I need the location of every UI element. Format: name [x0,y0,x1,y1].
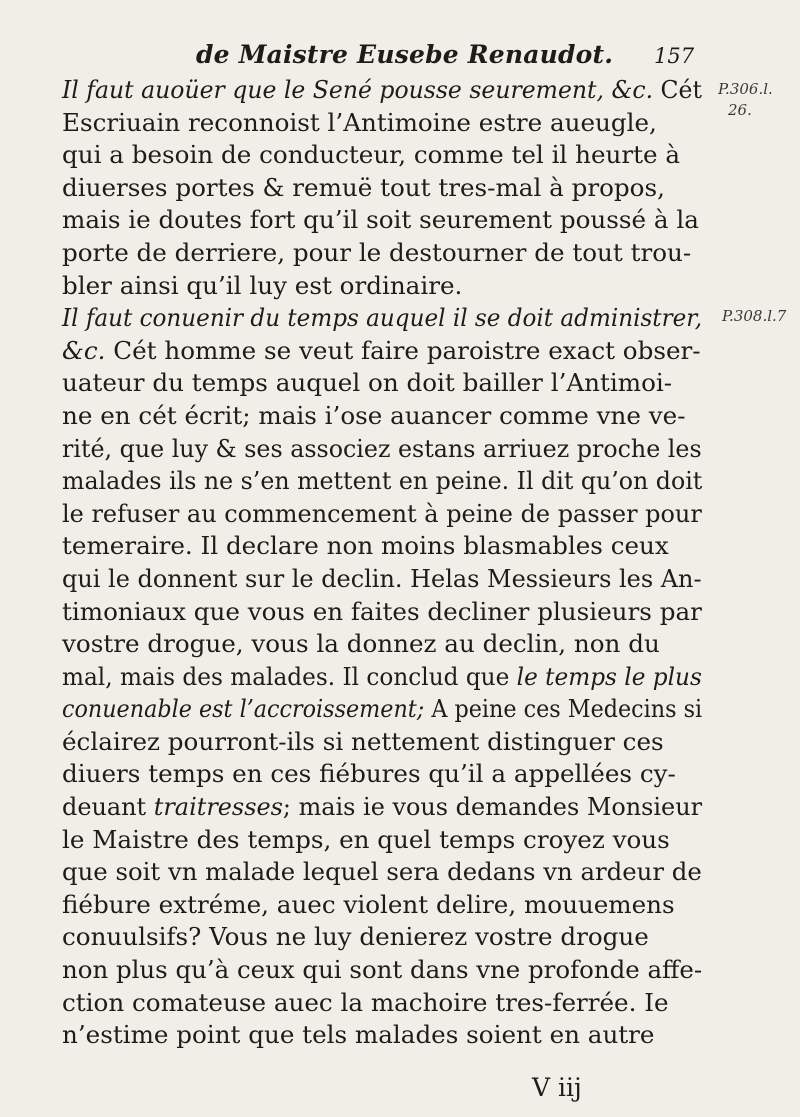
text-line: rité, que luy & ses associez estans arriuez proche les [62,433,702,463]
text-line: qui le donnent sur le declin. Helas Messieurs les An- [62,563,702,593]
text-line: diuers temps en ces fiébures qu’il a appellées cy- [62,759,676,789]
text-line: uateur du temps auquel on doit bailler l’Antimoi- [62,368,673,398]
text-line: Il faut auoüer que le Sené pousse seurement, &c. Cét [62,75,702,104]
margin-note-ref-1: P.306.l. [718,80,773,98]
body-text [62,74,702,1052]
text-line: Il faut conuenir du temps auquel il se doit administrer, [62,303,703,333]
text-line: ne en cét écrit; mais i’ose auancer comme vne ve- [62,400,686,430]
text-line: vostre drogue, vous la donnez au declin, non du [62,629,660,659]
text-line: fiébure extréme, auec violent delire, mouuemens [62,889,675,919]
text-line: timoniaux que vous en faites decliner plusieurs par [62,596,702,626]
margin-note-ref-2: 26. [728,101,752,119]
text-line: malades ils ne s’en mettent en peine. Il dit qu’on doit [62,466,703,496]
text-line: éclairez pourront-ils si nettement distinguer ces [62,726,664,756]
text-line: n’estime point que tels malades soient en autre [62,1020,655,1050]
running-title: de Maistre Eusebe Renaudot. [196,40,614,69]
text-line: ction comateuse auec la machoire tres-ferrée. Ie [62,987,669,1017]
margin-note-ref-3: P.308.l.7 [722,307,787,325]
text-line: deuant traitresses; mais ie vous demandes Monsieur [62,792,703,822]
text-line: que soit vn malade lequel sera dedans vn ardeur de [62,857,702,887]
text-line: le Maistre des temps, en quel temps croyez vous [62,824,670,854]
text-line: le refuser au commencement à peine de passer pour [62,498,702,528]
text-line: &c. Cét homme se veut faire paroistre exact obser- [62,335,701,365]
signature-mark: V iij [532,1073,582,1102]
text-line: porte de derriere, pour le destourner de tout trou- [62,237,692,267]
text-line: mal, mais des malades. Il conclud que le temps le plus [62,661,702,691]
text-line: conuulsifs? Vous ne luy denierez vostre drogue [62,922,649,952]
text-line: bler ainsi qu’il luy est ordinaire. [62,270,463,300]
text-line: Escriuain reconnoist l’Antimoine estre aueugle, [62,107,657,137]
text-line: qui a besoin de conducteur, comme tel il heurte à [62,140,681,170]
page-number: 157 [654,44,695,68]
text-line: mais ie doutes fort qu’il soit seurement poussé à la [62,205,699,235]
text-line: temeraire. Il declare non moins blasmables ceux [62,531,669,561]
text-line: conuenable est l’accroissement; A peine ces Medecins si [62,694,703,724]
text-line: diuerses portes & remuë tout tres-mal à propos, [62,172,665,202]
text-line: non plus qu’à ceux qui sont dans vne profonde affe- [62,955,703,985]
